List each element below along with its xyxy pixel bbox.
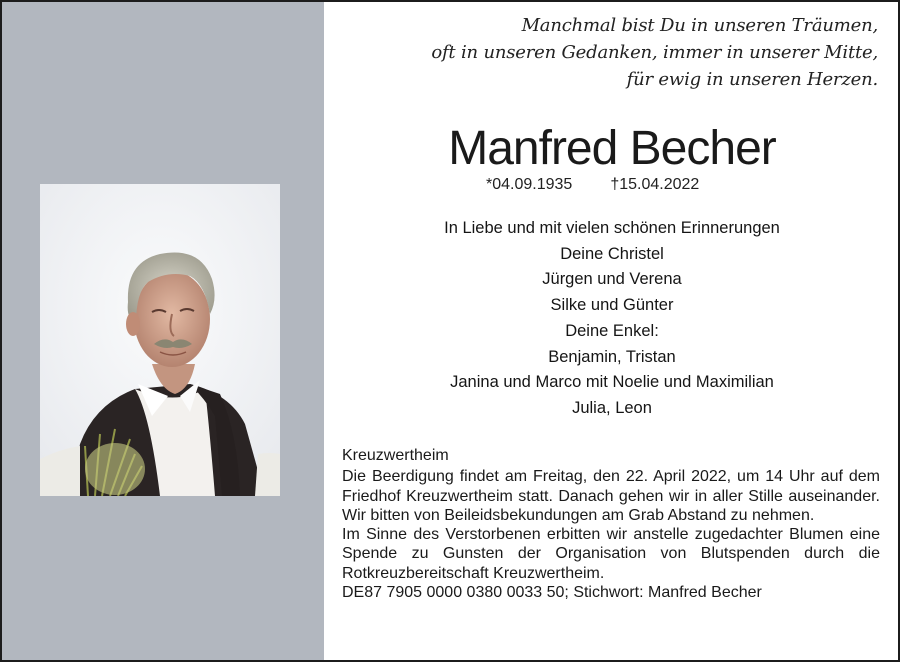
quote-line: für ewig in unseren Herzen. [626,69,878,90]
birth-date: *04.09.1935 [486,176,573,193]
funeral-details: Die Beerdigung findet am Freitag, den 22. April 2022, um 14 Uhr auf dem Friedhof Kreuzwertheim statt. Danach gehen wir in aller Stille auseinander. Wir bitten von Beileidsbekundungen am Grab Abstand zu nehmen. [342,468,880,524]
quote-line: oft in unseren Gedanken, immer in unserer Mitte, [431,42,878,63]
mourner-line: Benjamin, Tristan [548,347,676,366]
portrait-illustration [40,184,280,496]
place-heading: Kreuzwertheim [342,447,449,464]
death-date: †15.04.2022 [610,176,700,193]
mourner-line: Janina und Marco mit Noelie und Maximilian [450,373,774,392]
mourners-intro: In Liebe und mit vielen schönen Erinnerungen [444,219,780,237]
mourner-line: Jürgen und Verena [542,270,682,289]
deceased-name: Manfred Becher [448,122,776,175]
funeral-notice [342,446,880,602]
mourner-line: Deine Christel [560,244,664,263]
memorial-quote [358,12,878,93]
portrait-photo [40,184,280,496]
donation-iban: DE87 7905 0000 0380 0033 50; Stichwort: Manfred Becher [342,584,762,602]
mourner-line: Julia, Leon [572,398,652,417]
mourners-list [324,216,900,422]
quote-line: Manchmal bist Du in unseren Träumen, [521,15,878,36]
life-dates [486,176,786,194]
grandchildren-heading: Deine Enkel: [565,321,659,340]
side-panel [2,2,324,660]
donation-request: Im Sinne des Verstorbenen erbitten wir anstelle zugedachter Blumen eine Spende zu Gunsten der Organisation von Blutspenden durch die Rotkreuzbereitschaft Kreuzwertheim. [342,526,880,582]
mourner-line: Silke und Günter [550,296,674,315]
